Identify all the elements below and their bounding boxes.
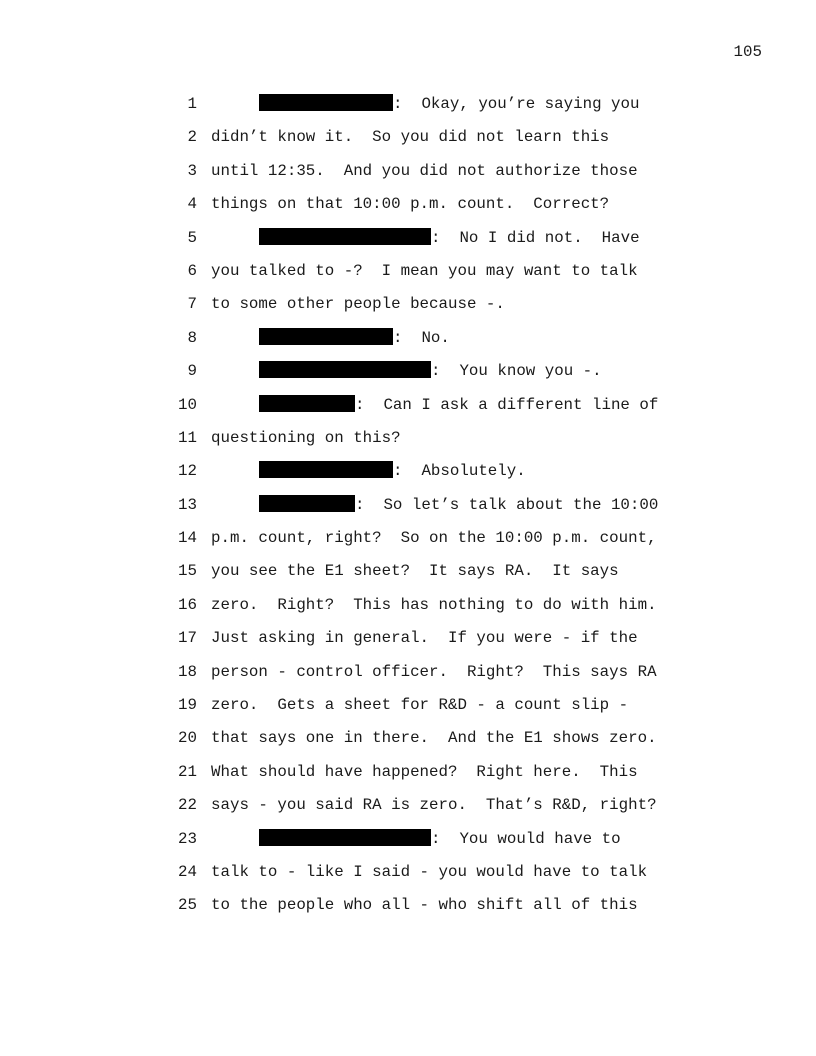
line-number: 1 (187, 95, 197, 113)
line-number: 4 (187, 195, 197, 214)
transcript-line (0, 727, 816, 760)
line-text: talk to - like I said - you would have to talk (211, 862, 648, 881)
line-text: : You know you -. (431, 362, 602, 381)
transcript-line (0, 126, 816, 159)
transcript-line (0, 293, 816, 326)
transcript-line (0, 694, 816, 727)
line-text: : You would have to (431, 829, 621, 848)
redacted-speaker-name (259, 328, 393, 345)
line-text: didn’t know it. So you did not learn this (211, 128, 610, 147)
line-number: 24 (178, 862, 197, 881)
transcript-line (0, 527, 816, 560)
line-text: questioning on this? (211, 428, 401, 447)
transcript-line (0, 93, 816, 126)
line-number: 8 (187, 328, 197, 347)
line-text: p.m. count, right? So on the 10:00 p.m. count, (211, 529, 657, 548)
line-number: 6 (187, 261, 197, 280)
line-number: 10 (178, 395, 197, 414)
line-number: 5 (187, 228, 197, 247)
line-number: 3 (187, 161, 197, 180)
line-text: zero. Right? This has nothing to do with him. (211, 595, 657, 614)
line-text: things on that 10:00 p.m. count. Correct? (211, 195, 610, 214)
redacted-speaker-name (259, 495, 355, 512)
line-text: that says one in there. And the E1 shows zero. (211, 729, 657, 748)
line-text: to the people who all - who shift all of this (211, 896, 638, 915)
transcript-line (0, 193, 816, 226)
line-number: 12 (178, 462, 197, 481)
line-number: 15 (178, 562, 197, 581)
transcript-line (0, 160, 816, 193)
transcript-line (0, 894, 816, 927)
line-text: : Okay, you’re saying you (393, 95, 640, 113)
redacted-speaker-name (259, 829, 431, 846)
line-text: you talked to -? I mean you may want to talk (211, 261, 638, 280)
transcript-line (0, 394, 816, 427)
line-number: 18 (178, 662, 197, 681)
transcript-line (0, 494, 816, 527)
line-number: 19 (178, 696, 197, 715)
transcript-line (0, 627, 816, 660)
line-text: zero. Gets a sheet for R&D - a count slip - (211, 696, 629, 715)
line-number: 25 (178, 896, 197, 915)
line-text: : Absolutely. (393, 462, 526, 481)
transcript-line (0, 594, 816, 627)
redacted-speaker-name (259, 361, 431, 378)
transcript-line (0, 560, 816, 593)
line-number: 13 (178, 495, 197, 514)
line-text: to some other people because -. (211, 295, 505, 314)
transcript-line (0, 227, 816, 260)
line-text: until 12:35. And you did not authorize those (211, 161, 638, 180)
line-number: 22 (178, 796, 197, 815)
transcript-line (0, 327, 816, 360)
line-number: 21 (178, 762, 197, 781)
line-text: you see the E1 sheet? It says RA. It says (211, 562, 619, 581)
line-number: 17 (178, 629, 197, 648)
line-text: What should have happened? Right here. This (211, 762, 638, 781)
line-number: 16 (178, 595, 197, 614)
transcript-line (0, 427, 816, 460)
line-text: Just asking in general. If you were - if the (211, 629, 638, 648)
transcript-line (0, 761, 816, 794)
line-text: says - you said RA is zero. That’s R&D, right? (211, 796, 657, 815)
line-text: : No I did not. Have (431, 228, 640, 247)
transcript-line (0, 828, 816, 861)
redacted-speaker-name (259, 228, 431, 245)
transcript-line (0, 260, 816, 293)
redacted-speaker-name (259, 94, 393, 111)
redacted-speaker-name (259, 461, 393, 478)
transcript-body (0, 93, 816, 928)
line-text: : No. (393, 328, 450, 347)
transcript-line (0, 861, 816, 894)
line-text: : So let’s talk about the 10:00 (355, 495, 659, 514)
transcript-line (0, 661, 816, 694)
line-number: 2 (187, 128, 197, 147)
transcript-line (0, 460, 816, 493)
line-number: 9 (187, 362, 197, 381)
line-text: : Can I ask a different line of (355, 395, 659, 414)
redacted-speaker-name (259, 395, 355, 412)
transcript-line (0, 794, 816, 827)
line-number: 23 (178, 829, 197, 848)
transcript-line (0, 360, 816, 393)
line-number: 7 (187, 295, 197, 314)
page-number: 105 (733, 43, 762, 61)
line-text: person - control officer. Right? This says RA (211, 662, 657, 681)
line-number: 20 (178, 729, 197, 748)
line-number: 14 (178, 529, 197, 548)
line-number: 11 (178, 428, 197, 447)
